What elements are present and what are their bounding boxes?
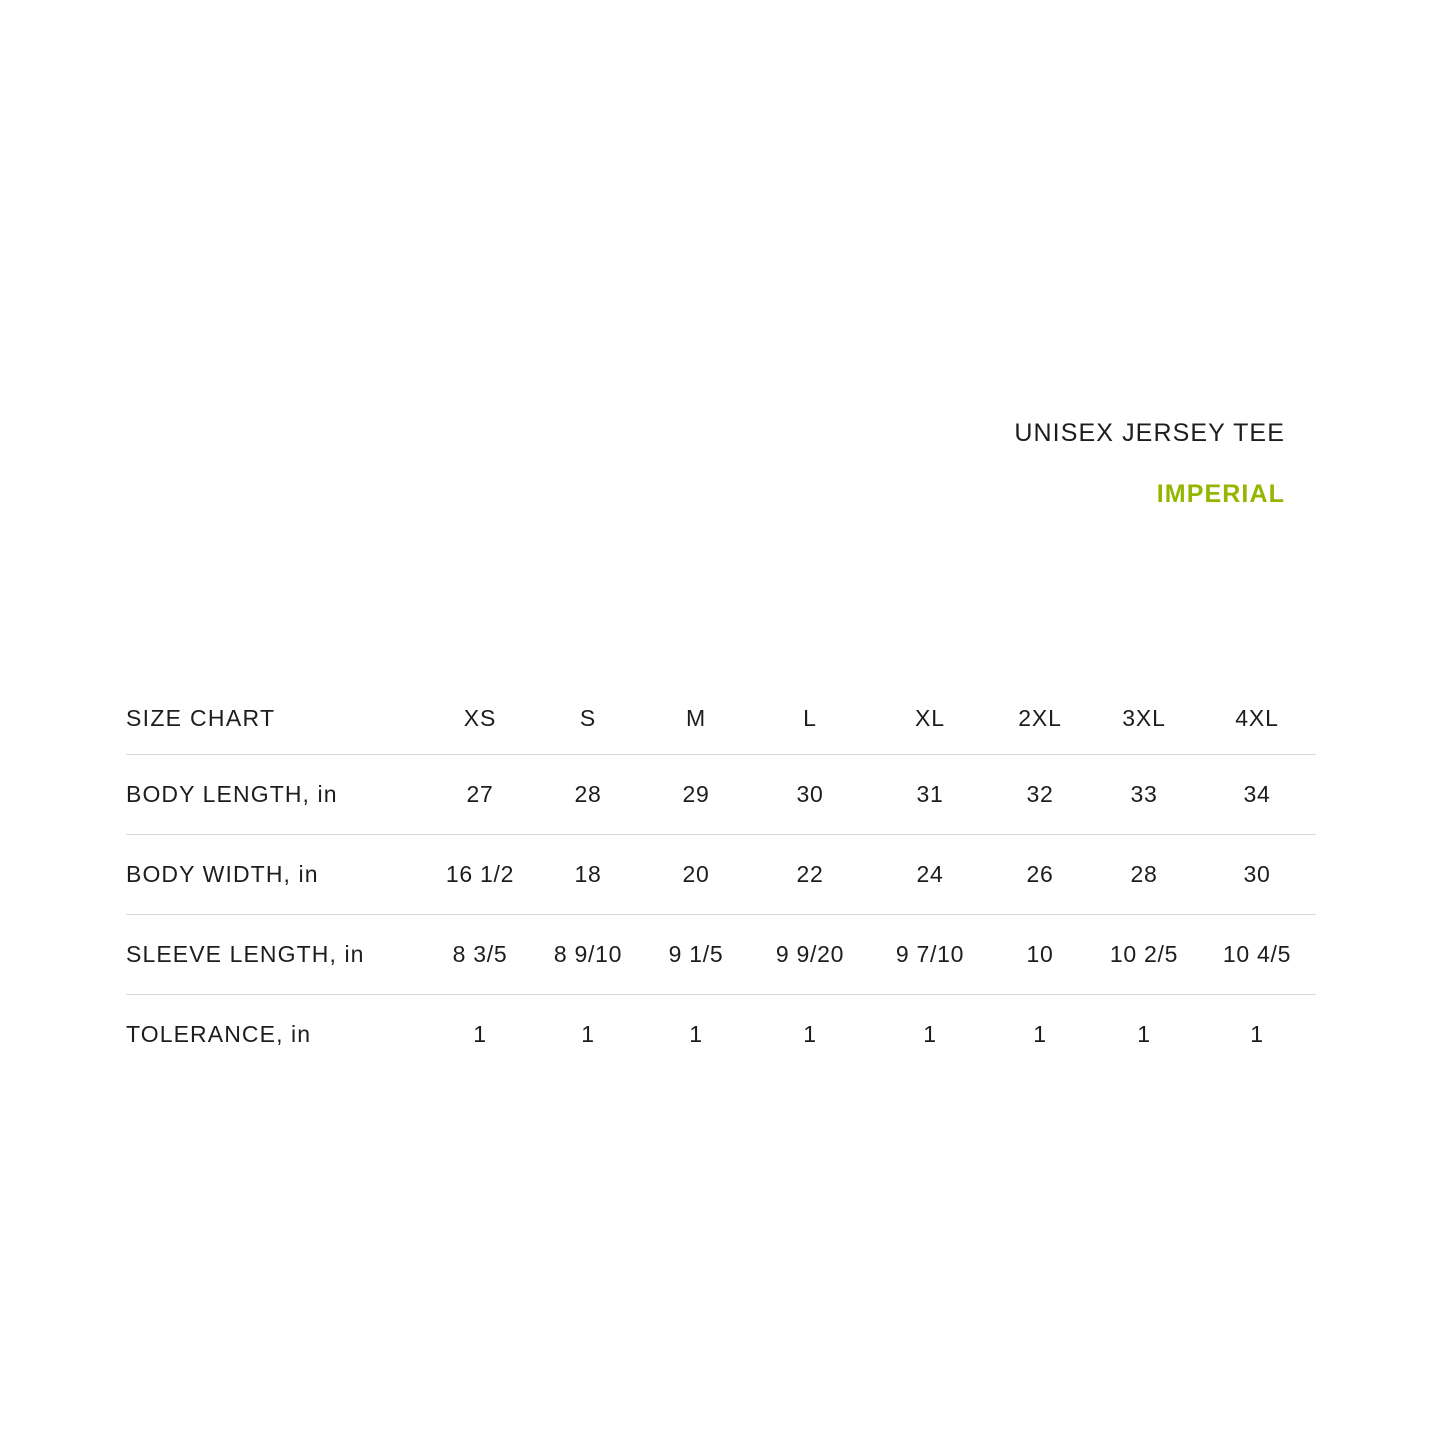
- size-chart-table-wrapper: [126, 684, 1316, 1074]
- cell-sleeve-length-l: 9 9/20: [750, 914, 870, 994]
- table-row: [126, 994, 1316, 1074]
- cell-tolerance-3xl: 1: [1137, 1020, 1151, 1047]
- cell-body-width-xs: 16 1/2: [426, 834, 534, 914]
- column-header-4xl: 4XL: [1198, 684, 1316, 754]
- table-row: [126, 754, 1316, 834]
- cell-sleeve-length-xl: 9 7/10: [870, 914, 990, 994]
- table-body: [126, 754, 1316, 1074]
- column-header-xl: XL: [870, 684, 990, 754]
- cell-body-width-3xl: 28: [1090, 834, 1198, 914]
- cell-body-width-l: 22: [750, 834, 870, 914]
- size-chart-table: [126, 684, 1316, 1074]
- cell-body-width-m: 20: [642, 834, 750, 914]
- cell-body-length-2xl: 32: [990, 754, 1090, 834]
- header-block: [1014, 418, 1285, 509]
- column-header-s: S: [534, 684, 642, 754]
- cell-sleeve-length-s: 8 9/10: [534, 914, 642, 994]
- column-header-m: M: [642, 684, 750, 754]
- cell-sleeve-length-4xl: 10 4/5: [1198, 914, 1316, 994]
- cell-body-width-xl: 24: [870, 834, 990, 914]
- row-label-sleeve-length: SLEEVE LENGTH, in: [126, 914, 426, 994]
- row-label-tolerance: TOLERANCE, in: [126, 1020, 312, 1047]
- cell-sleeve-length-m: 9 1/5: [642, 914, 750, 994]
- cell-body-length-l: 30: [750, 754, 870, 834]
- column-header-2xl: 2XL: [990, 684, 1090, 754]
- cell-sleeve-length-3xl: 10 2/5: [1090, 914, 1198, 994]
- column-header-l: L: [750, 684, 870, 754]
- cell-body-width-4xl: 30: [1198, 834, 1316, 914]
- cell-body-length-xl: 31: [870, 754, 990, 834]
- cell-tolerance-m: 1: [689, 1020, 703, 1047]
- table-header-row: [126, 684, 1316, 754]
- cell-tolerance-l: 1: [803, 1020, 817, 1047]
- page-title: UNISEX JERSEY TEE: [1014, 419, 1285, 447]
- cell-tolerance-xs: 1: [473, 1020, 487, 1047]
- cell-body-length-4xl: 34: [1198, 754, 1316, 834]
- cell-body-length-3xl: 33: [1090, 754, 1198, 834]
- column-header-xs: XS: [426, 684, 534, 754]
- cell-body-width-2xl: 26: [990, 834, 1090, 914]
- row-label-body-width: BODY WIDTH, in: [126, 834, 426, 914]
- unit-system-label: IMPERIAL: [1156, 480, 1285, 508]
- cell-body-length-m: 29: [642, 754, 750, 834]
- table-header: [126, 684, 1316, 754]
- cell-tolerance-s: 1: [581, 1020, 595, 1047]
- cell-sleeve-length-2xl: 10: [990, 914, 1090, 994]
- cell-sleeve-length-xs: 8 3/5: [426, 914, 534, 994]
- cell-body-length-xs: 27: [426, 754, 534, 834]
- cell-body-length-s: 28: [534, 754, 642, 834]
- row-label-body-length: BODY LENGTH, in: [126, 754, 426, 834]
- table-row: [126, 914, 1316, 994]
- column-header-3xl: 3XL: [1090, 684, 1198, 754]
- cell-tolerance-xl: 1: [923, 1020, 937, 1047]
- cell-tolerance-2xl: 1: [1033, 1020, 1047, 1047]
- cell-body-width-s: 18: [534, 834, 642, 914]
- table-row: [126, 834, 1316, 914]
- cell-tolerance-4xl: 1: [1250, 1020, 1264, 1047]
- column-header-size-chart: SIZE CHART: [126, 684, 426, 754]
